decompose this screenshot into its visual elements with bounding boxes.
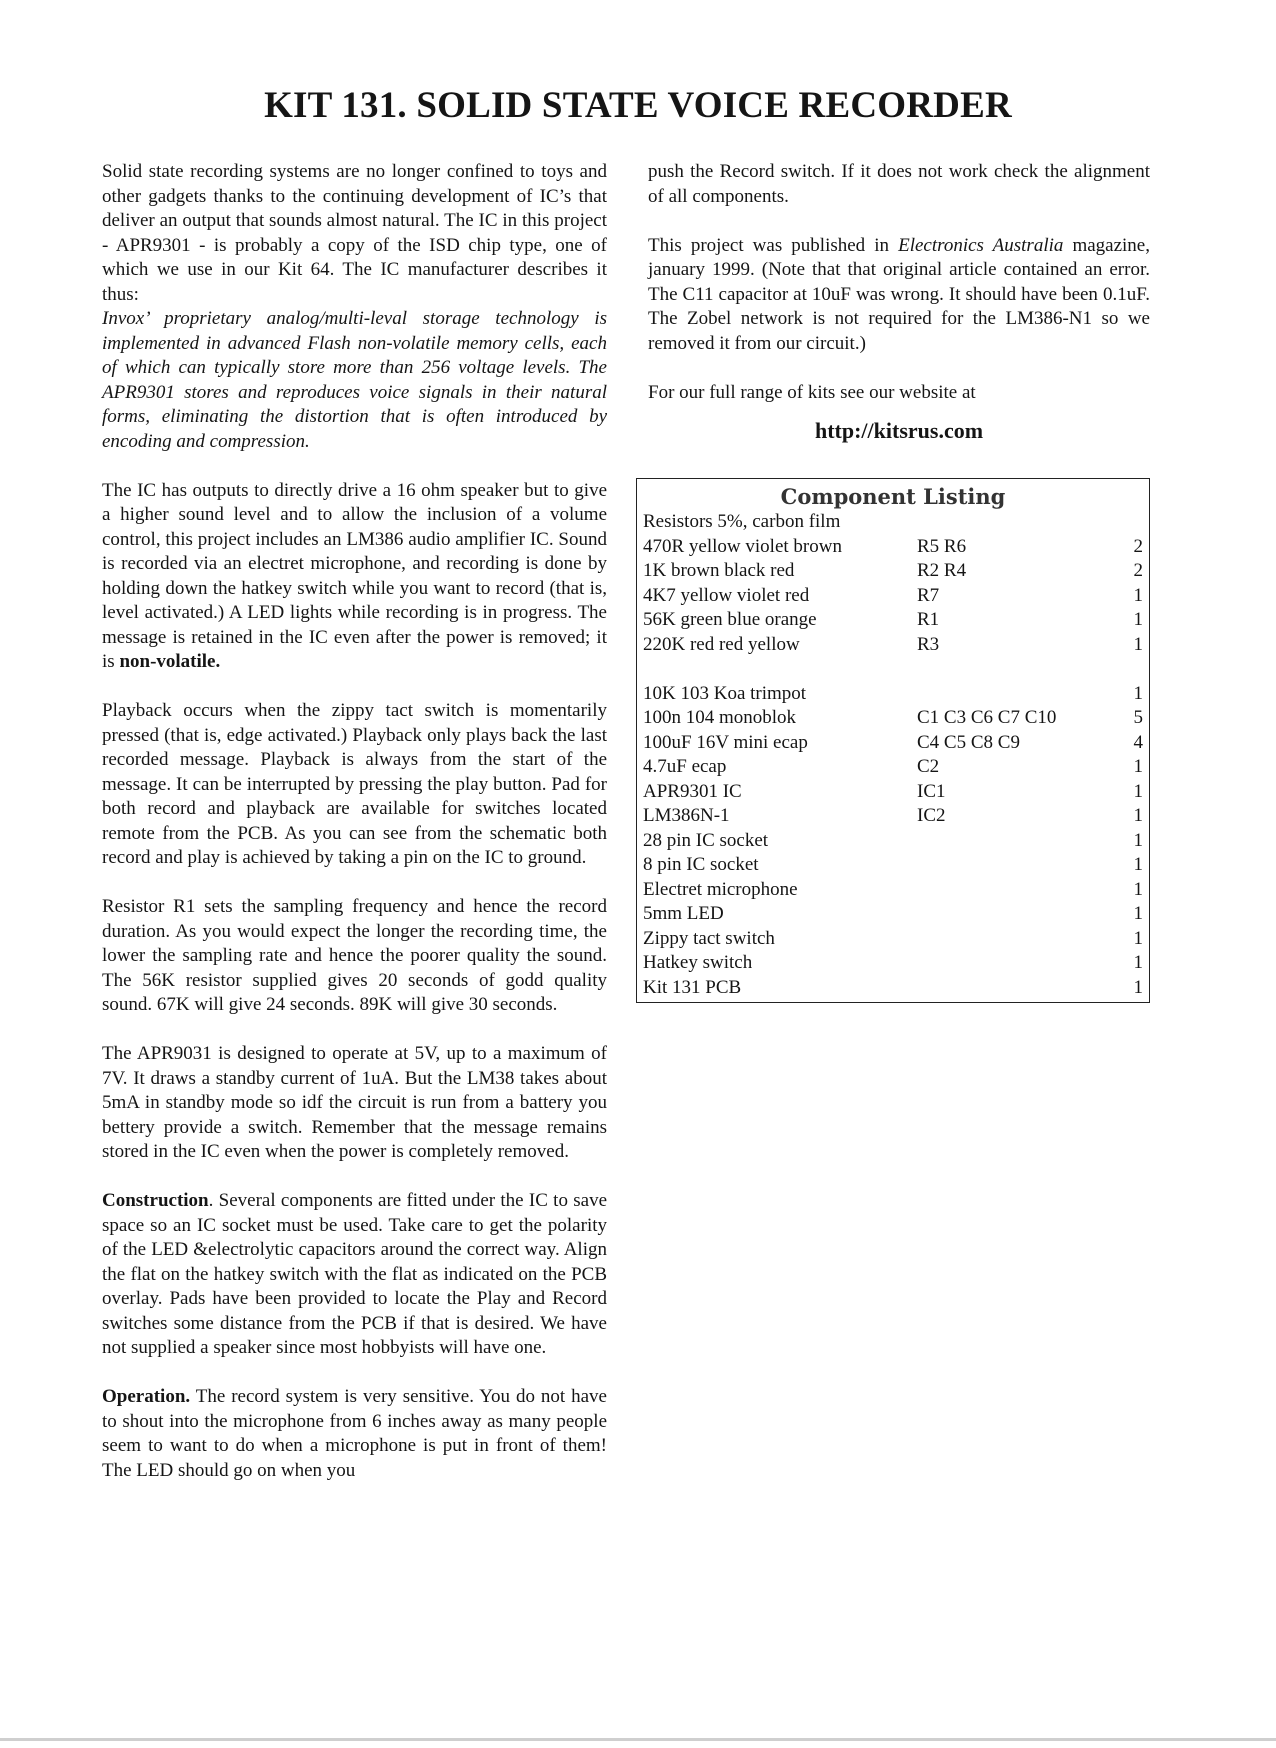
other-component-rows (637, 682, 1149, 1001)
amplifier-paragraph (102, 479, 607, 675)
resistor-paragraph: Resistor R1 sets the sampling frequency and hence the record duration. As you would expect the longer the recording time, the lower the sampling rate and hence the poorer quality the sound. The 56K resistor supplied gives 20 seconds of godd quality sound. 67K will give 24 seconds. 89K will give 30 seconds. (102, 896, 607, 1015)
component-qty: 4 (1133, 731, 1143, 753)
operation-heading: Operation. (102, 1386, 191, 1407)
component-qty: 1 (1133, 633, 1143, 655)
component-name: 4.7uF ecap (643, 756, 727, 777)
component-listing-table (636, 478, 1150, 1004)
component-qty: 1 (1133, 878, 1143, 900)
component-qty: 1 (1133, 584, 1143, 606)
component-ref: C1 C3 C6 C7 C10 (917, 707, 1057, 728)
component-name: 28 pin IC socket (643, 829, 769, 851)
component-qty: 1 (1133, 805, 1143, 826)
component-ref: R5 R6 (917, 535, 967, 557)
table-row (637, 927, 1149, 952)
component-ref: IC1 (917, 780, 946, 802)
component-qty: 1 (1133, 976, 1143, 998)
construction-paragraph (102, 1189, 607, 1361)
component-ref: R2 R4 (917, 560, 967, 581)
playback-paragraph: Playback occurs when the zippy tact switch is momentarily pressed (that is, edge activated.) Playback only plays back the last recorded message. Playback is always from the start of the message. It can be interrupted by pressing the play button. Pad for both record and playback are available for switches located remote from the PCB. As you can see from the schematic both record and play is achieved by taking a pin on the IC to ground. (102, 700, 607, 868)
operation-text: The record system is very sensitive. You do not have to shout into the microphone from 6 inches away as many people seem to want to do when a microphone is put in front of them! The LED should go on when you (102, 1386, 607, 1481)
table-row (637, 608, 1149, 633)
component-ref: C4 C5 C8 C9 (917, 731, 1020, 753)
component-name: 56K green blue orange (643, 609, 817, 630)
table-row (637, 951, 1149, 976)
component-ref (917, 976, 1113, 1001)
component-name: Zippy tact switch (643, 927, 775, 949)
amplifier-text: The IC has outputs to directly drive a 16 ohm speaker but to give a higher sound level and to allow the inclusion of a volume control, this project includes an LM386 audio amplifier IC. Sound is recorded via an electret microphone, and recording is done by holding down the hatkey switch while you want to record (that is, level activated.) A LED lights while recording is in progress. The message is retained in the IC even after the power is removed; it is (102, 479, 607, 672)
component-name: Kit 131 PCB (643, 976, 742, 998)
table-row (637, 535, 1149, 560)
left-column (102, 160, 607, 1483)
power-paragraph: The APR9031 is designed to operate at 5V, up to a maximum of 7V. It draws a standby current of 1uA. But the LM38 takes about 5mA in standby mode so idf the circuit is run from a battery you bettery provide a switch. Remember that the message remains stored in the IC even when the power is completely removed. (102, 1043, 607, 1162)
component-name: 10K 103 Koa trimpot (643, 682, 807, 704)
table-row (637, 902, 1149, 927)
component-ref: R3 (917, 633, 940, 655)
construction-text: . Several components are fitted under the IC to save space so an IC socket must be used. Take care to get the polarity of the LED &electrolytic capacitors around the correct way. Align the flat on the hatkey switch with the flat as indicated on the PCB overlay. Pads have been provided to locate the Play and Record switches some distance from the PCB if that is desired. We have not supplied a speaker since most hobbyists will have one. (102, 1190, 607, 1358)
component-ref: R1 (917, 609, 940, 630)
component-name: 5mm LED (643, 903, 724, 924)
component-ref: R7 (917, 584, 940, 606)
component-qty: 5 (1133, 707, 1143, 728)
table-row (637, 706, 1149, 731)
component-ref (917, 951, 1113, 976)
component-ref (917, 829, 1113, 854)
manufacturer-quote (102, 307, 607, 454)
construction-heading: Construction (102, 1190, 209, 1211)
component-qty: 1 (1133, 756, 1143, 777)
table-row (637, 804, 1149, 829)
component-ref: IC2 (917, 805, 946, 826)
component-ref (917, 878, 1113, 903)
component-name: 8 pin IC socket (643, 854, 759, 875)
intro-paragraph: Solid state recording systems are no longer confined to toys and other gadgets thanks to the continuing development of IC’s that deliver an output that sounds almost natural. The IC in this project - APR9301 - is probably a copy of the ISD chip type, one of which we use in our Kit 64. The IC manufacturer describes it thus: (102, 161, 607, 305)
operation-paragraph (102, 1385, 607, 1483)
table-row (637, 559, 1149, 584)
component-name: 470R yellow violet brown (643, 535, 842, 557)
component-name: 1K brown black red (643, 560, 795, 581)
component-ref: C2 (917, 756, 940, 777)
right-column (643, 160, 1150, 1003)
component-qty: 1 (1133, 609, 1143, 630)
component-name: Electret microphone (643, 878, 798, 900)
table-row (637, 878, 1149, 903)
resistor-section-header: Resistors 5%, carbon film (643, 511, 841, 532)
component-name: Hatkey switch (643, 952, 753, 973)
website-paragraph: For our full range of kits see our website at (648, 381, 976, 403)
publication-text-b: magazine, january 1999. (Note that that original article contained an error. The C11 capacitor at 10uF was wrong. It should have been 0.1uF. The Zobel network is not required for the LM386-N1 so we removed it from our circuit.) (648, 234, 1150, 354)
component-name: APR9301 IC (643, 780, 742, 802)
magazine-name: Electronics Australia (898, 234, 1064, 256)
quote-text: Invox’ proprietary analog/multi-leval storage technology is implemented in advanced Flash non-volatile memory cells, each of which can typically store more than 256 voltage levels. The APR9301 stores and reproduces voice signals in their natural forms, eliminating the distortion that is often introduced by encoding and compression. (102, 308, 607, 452)
table-row (637, 976, 1149, 1001)
non-volatile-term: non-volatile. (119, 651, 221, 672)
component-name: 100n 104 monoblok (643, 707, 797, 728)
operation-continued-paragraph: push the Record switch. If it does not work check the alignment of all components. (648, 161, 1150, 207)
component-qty: 1 (1133, 854, 1143, 875)
resistor-rows (637, 535, 1149, 658)
component-ref (917, 682, 1113, 707)
component-qty: 2 (1133, 560, 1143, 581)
table-row (637, 853, 1149, 878)
table-row (637, 584, 1149, 609)
component-name: 4K7 yellow violet red (643, 584, 810, 606)
table-row (637, 829, 1149, 854)
table-row (637, 731, 1149, 756)
component-ref (917, 927, 1113, 952)
component-qty: 1 (1133, 682, 1143, 704)
component-name: 100uF 16V mini ecap (643, 731, 808, 753)
component-qty: 1 (1133, 780, 1143, 802)
component-name: 220K red red yellow (643, 633, 800, 655)
table-row (637, 780, 1149, 805)
spacer (637, 657, 1149, 682)
component-qty: 1 (1133, 927, 1143, 949)
publication-paragraph (648, 234, 1150, 357)
component-name: LM386N-1 (643, 805, 730, 826)
scan-edge-line (0, 1738, 1276, 1741)
page-title: KIT 131. SOLID STATE VOICE RECORDER (264, 85, 1012, 126)
component-qty: 1 (1133, 952, 1143, 973)
table-row (637, 633, 1149, 658)
publication-text-a: This project was published in (648, 234, 899, 256)
table-row (637, 682, 1149, 707)
component-listing-title: Component Listing (780, 483, 1006, 509)
component-ref (917, 853, 1113, 878)
component-qty: 1 (1133, 903, 1143, 924)
component-qty: 2 (1133, 535, 1143, 557)
website-link[interactable]: http://kitsrus.com (814, 418, 984, 443)
table-row (637, 755, 1149, 780)
component-qty: 1 (1133, 829, 1143, 851)
component-ref (917, 902, 1113, 927)
